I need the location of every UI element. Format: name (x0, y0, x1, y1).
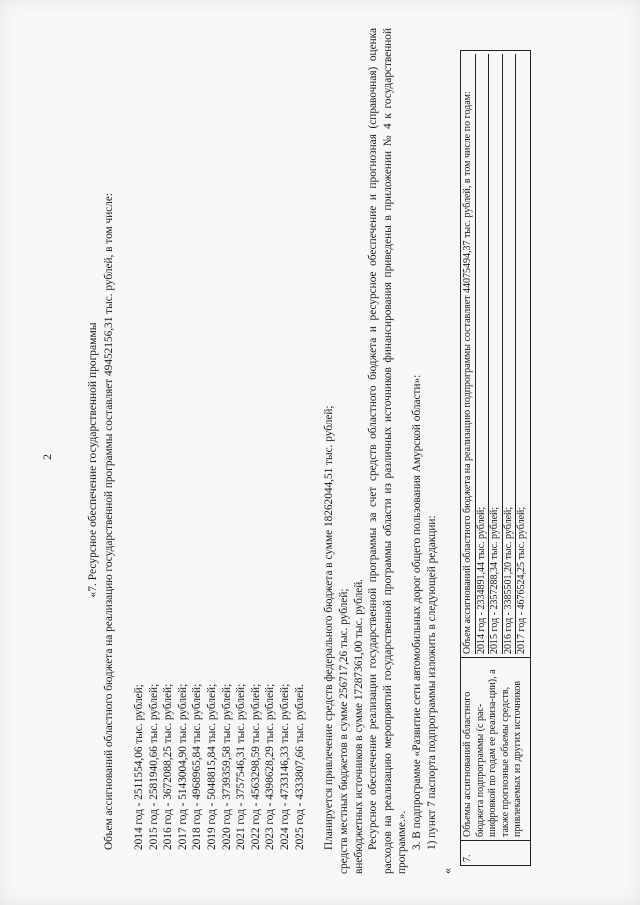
list-item: 2022 год - 4563298,59 тыс. рублей; (249, 683, 262, 850)
subprogram-heading: 3. В подпрограмме «Развитие сети автомобильных дорог общего пользования Амурской области»: (411, 374, 423, 850)
intro-paragraph: Объем ассигнований областного бюджета на реализацию государственной программы составляет 49452156,31 тыс. рублей, в том числе: (103, 192, 115, 850)
passport-table (460, 50, 531, 866)
list-item: 2024 год - 4733146,33 тыс. рублей; (278, 683, 291, 850)
list-item: 2023 год - 4398628,29 тыс. рублей; (264, 683, 277, 850)
list-item: 2014 год - 2511554,06 тыс. рублей; (133, 684, 145, 850)
section-title: «7. Ресурсное обеспечение государственной программы (87, 322, 99, 598)
content-line: 2014 год - 2334891,44 тыс. рублей; (476, 54, 490, 654)
list-item: 2025 год - 4333807,66 тыс. рублей. (293, 684, 306, 850)
list-item: 2019 год - 5048815,84 тыс. рублей; (205, 683, 218, 850)
yearly-funding-list (132, 684, 307, 850)
local-funding-text: средств местных бюджетов в сумме 256717,26 тыс. рублей; (338, 588, 350, 874)
list-item: 2017 год - 5143004,90 тыс. рублей; (176, 683, 189, 850)
list-item: 2018 год - 4968965,84 тыс. рублей; (191, 683, 204, 850)
list-item: 2016 год - 3672088,25 тыс. рублей; (162, 683, 175, 850)
rotated-document-sheet (40, 20, 610, 880)
page-number: 2 (40, 454, 54, 460)
list-item: 2021 год - 3757546,31 тыс. рублей; (235, 683, 248, 850)
content-line: 2015 год - 2357288,34 тыс. рублей; (489, 54, 503, 654)
opening-quote: « (440, 868, 454, 874)
table-row (461, 51, 531, 866)
row-content (461, 51, 531, 658)
row-number: 7. (461, 841, 531, 866)
nonbudget-funding-text: внебюджетных источников в сумме 17287361,00 тыс. рублей. (353, 578, 365, 874)
resource-paragraph: Ресурсное обеспечение реализации государственной программы за счет средств областного бюджета и ресурсное обеспечение и прогнозная (справочная) оценка расходов на реализацию мероприятий государственной программы области из различных источников финансирования приведены в приложении № 4 к государственной программе.». (367, 28, 409, 874)
content-line: Объем ассигнований областного бюджета на реализацию подпрограммы составляет 44075494,37 тыс. рублей, в том числе по годам: (462, 54, 476, 654)
content-line: 2016 год - 3385501,20 тыс. рублей; (503, 54, 517, 654)
item-instruction: 1) пункт 7 паспорта подпрограммы изложить в следующей редакции: (426, 515, 438, 850)
content-line: 2017 год - 4676524,25 тыс. рублей; (516, 506, 528, 654)
list-item: 2020 год - 3739359,58 тыс. рублей; (220, 683, 233, 850)
row-label: Объемы ассигнований областного бюджета подпрограммы (с рас-шифровкой по годам ее реализа-ции), а также прогнозные объемы средств, привлекаемых из других источников (461, 658, 531, 841)
federal-funding-text: Планируется привлечение средств федерального бюджета в сумме 18262044,51 тыс. рублей; (323, 405, 335, 850)
list-item: 2015 год - 2581940,66 тыс. рублей; (147, 683, 160, 850)
